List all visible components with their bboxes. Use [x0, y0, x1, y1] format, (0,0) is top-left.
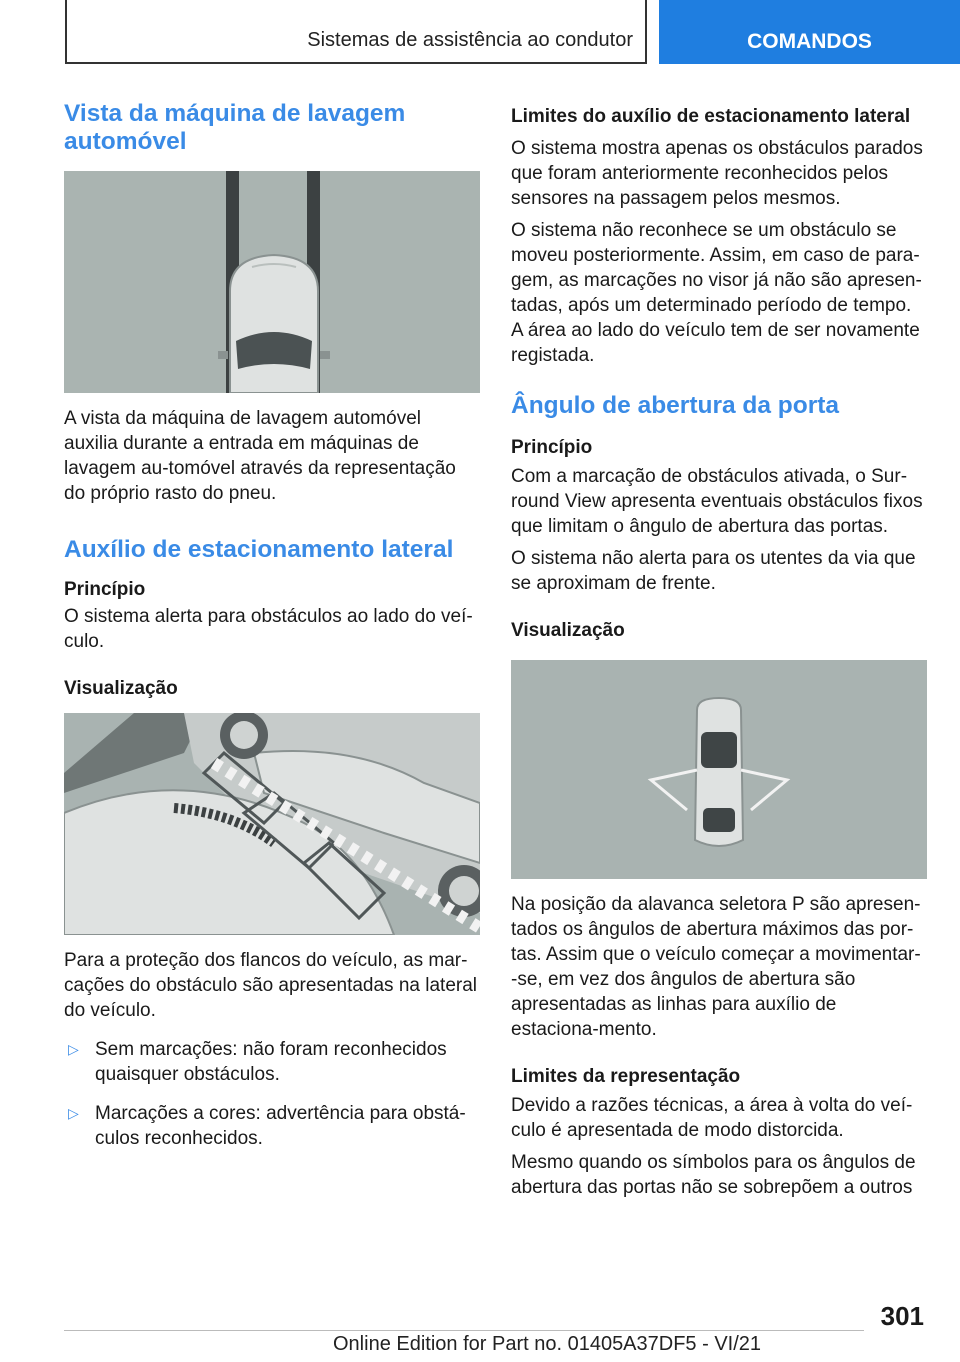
right-column: [511, 104, 927, 1200]
door-angle-description: Na posição da alavanca seletora P são apresen-tados os ângulos de abertura máximos das por-tas. Assim que o veículo começar a movimentar--se, em vez dos ângulos de abertura são apresentadas as linhas para auxílio de estaciona-mento.: [511, 894, 921, 1040]
footer-divider: [64, 1330, 864, 1331]
bullet-item: [64, 1037, 480, 1087]
triangle-bullet-icon: ▷: [68, 1105, 79, 1121]
display-heading-left: Visualização: [64, 678, 178, 699]
header-chapter-label: COMANDOS: [747, 30, 872, 53]
principle-paragraph-2: O sistema não alerta para os utentes da via que se aproximam de frente.: [511, 548, 916, 594]
display-heading-right: Visualização: [511, 620, 625, 641]
representation-limits-heading: Limites da representação: [511, 1066, 741, 1087]
triangle-bullet-icon: ▷: [68, 1041, 79, 1057]
limits-paragraph-1: O sistema mostra apenas os obstáculos parados que foram anteriormente reconhecidos pelos sensores na passagem pelos mesmos.: [511, 138, 923, 209]
header-box: [65, 0, 647, 64]
carwash-description: A vista da máquina de lavagem automóvel auxilia durante a entrada em máquinas de lavagem au-tomóvel através da representação do próprio rasto do pneu.: [64, 408, 456, 504]
limits-paragraph-2: O sistema não reconhece se um obstáculo se moveu posteriormente. Assim, em caso de para-gem, as marcações no visor já não são apresen-tadas, após um determinado período de tempo. A área ao lado do veículo tem de ser novamente registada.: [511, 220, 922, 366]
carwash-view-figure: [64, 171, 480, 393]
header-chapter-tab[interactable]: [659, 0, 960, 64]
bullet-item: [64, 1101, 480, 1151]
door-angle-illustration: [511, 660, 927, 879]
side-parking-description: Para a proteção dos flancos do veículo, as mar-cações do obstáculo são apresentadas na lateral do veículo.: [64, 950, 477, 1021]
representation-paragraph-1: Devido a razões técnicas, a área à volta do veí-culo é apresentada de modo distorcida.: [511, 1095, 913, 1141]
section-title-door-angle: Ângulo de abertura da porta: [511, 392, 840, 419]
footer-edition: Online Edition for Part no. 01405A37DF5 - VI/21: [333, 1333, 762, 1355]
principle-paragraph-1: Com a marcação de obstáculos ativada, o Sur-round View apresenta eventuais obstáculos fixos que limitam o ângulo de abertura das portas.: [511, 466, 923, 537]
side-parking-illustration: [64, 713, 480, 935]
left-column: [64, 100, 480, 1151]
door-angle-figure: [511, 660, 927, 879]
side-parking-figure: [64, 713, 480, 935]
section-title-carwash: Vista da máquina de lavagem automóvel: [64, 100, 406, 155]
representation-paragraph-2: Mesmo quando os símbolos para os ângulos de abertura das portas não se sobrepõem a outros: [511, 1152, 916, 1198]
bullet-text: Marcações a cores: advertência para obstá-culos reconhecidos.: [95, 1103, 466, 1149]
section-title-side-parking: Auxílio de estacionamento lateral: [64, 536, 454, 563]
carwash-illustration: [64, 171, 480, 393]
bullet-text: Sem marcações: não foram reconhecidos quaisquer obstáculos.: [95, 1039, 447, 1085]
principle-text-left: O sistema alerta para obstáculos ao lado do veí-culo.: [64, 606, 473, 652]
header-section-title: Sistemas de assistência ao condutor: [307, 29, 633, 51]
page-number: 301: [880, 1301, 924, 1331]
limits-heading: Limites do auxílio de estacionamento lateral: [511, 106, 911, 127]
principle-heading-right: Princípio: [511, 437, 593, 458]
principle-heading-left: Princípio: [64, 579, 146, 600]
